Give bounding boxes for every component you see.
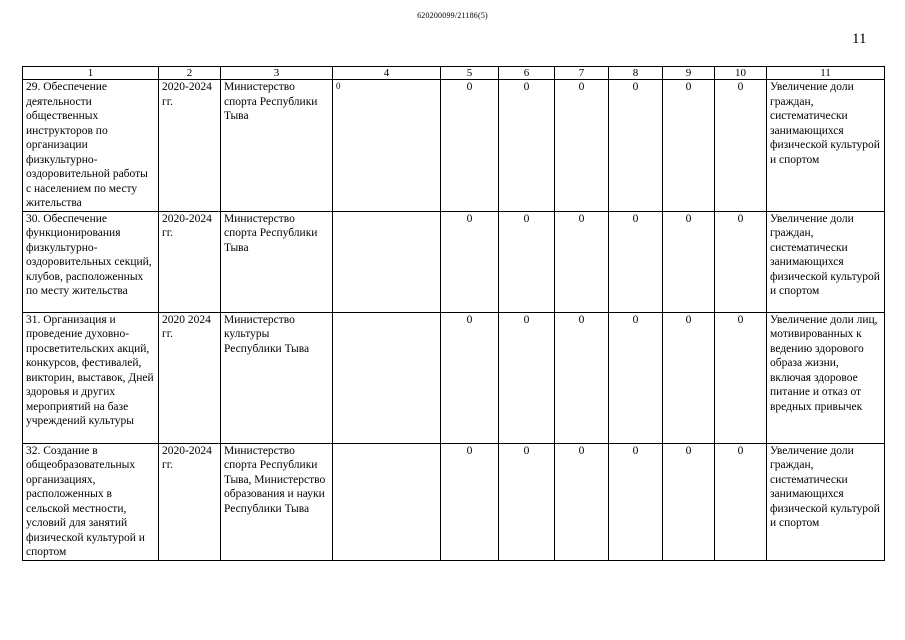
table-row (23, 443, 885, 560)
activity-cell: 31. Организация и проведение духовно-просветительских акций, конкурсов, фестивалей, викторин, выставок, Дней здоровья и других мероприятий на базе учреждений культуры (23, 312, 159, 443)
column-header: 9 (663, 67, 715, 80)
value-cell-col6: 0 (499, 211, 555, 312)
value-cell-col4 (333, 312, 441, 443)
activity-cell: 32. Создание в общеобразовательных организациях, расположенных в сельской местности, условий для занятий физической культурой и спортом (23, 443, 159, 560)
result-cell: Увеличение доли граждан, систематически занимающихся физической культурой и спортом (767, 80, 885, 212)
program-activities-table (22, 66, 885, 561)
page-number: 11 (852, 31, 867, 47)
value-cell-col5: 0 (441, 312, 499, 443)
value-cell-col8: 0 (609, 80, 663, 212)
value-cell-col7: 0 (555, 312, 609, 443)
value-cell-col7: 0 (555, 211, 609, 312)
value-cell-col10: 0 (715, 312, 767, 443)
column-header: 1 (23, 67, 159, 80)
value-cell-col8: 0 (609, 443, 663, 560)
value-cell-col10: 0 (715, 80, 767, 212)
period-cell: 2020-2024 гг. (159, 211, 221, 312)
period-cell: 2020 2024 гг. (159, 312, 221, 443)
column-header: 7 (555, 67, 609, 80)
value-cell-col7: 0 (555, 443, 609, 560)
value-cell-col4: 0 (333, 80, 441, 212)
period-cell: 2020-2024 гг. (159, 80, 221, 212)
table-row (23, 312, 885, 443)
executor-cell: Министерство спорта Республики Тыва (221, 80, 333, 212)
executor-cell: Министерство культуры Республики Тыва (221, 312, 333, 443)
value-cell-col8: 0 (609, 211, 663, 312)
column-header: 5 (441, 67, 499, 80)
executor-cell: Министерство спорта Республики Тыва, Министерство образования и науки Республики Тыва (221, 443, 333, 560)
column-header: 8 (609, 67, 663, 80)
value-cell-col10: 0 (715, 211, 767, 312)
activity-cell: 29. Обеспечение деятельности общественных инструкторов по организации физкультурно-оздоровительной работы с населением по месту жительства (23, 80, 159, 212)
value-cell-col4 (333, 443, 441, 560)
executor-cell: Министерство спорта Республики Тыва (221, 211, 333, 312)
column-header: 3 (221, 67, 333, 80)
value-cell-col4 (333, 211, 441, 312)
value-cell-col5: 0 (441, 211, 499, 312)
value-cell-col5: 0 (441, 443, 499, 560)
column-header: 10 (715, 67, 767, 80)
value-cell-col9: 0 (663, 80, 715, 212)
column-header: 4 (333, 67, 441, 80)
value-cell-col5: 0 (441, 80, 499, 212)
value-cell-col6: 0 (499, 443, 555, 560)
value-cell-col9: 0 (663, 211, 715, 312)
column-header: 11 (767, 67, 885, 80)
value-cell-col6: 0 (499, 312, 555, 443)
result-cell: Увеличение доли лиц, мотивированных к ведению здорового образа жизни, включая здоровое питание и отказ от вредных привычек (767, 312, 885, 443)
column-header: 2 (159, 67, 221, 80)
value-cell-col10: 0 (715, 443, 767, 560)
result-cell: Увеличение доли граждан, систематически занимающихся физической культурой и спортом (767, 443, 885, 560)
column-number-row (23, 67, 885, 80)
table-row (23, 211, 885, 312)
value-cell-col8: 0 (609, 312, 663, 443)
value-cell-col9: 0 (663, 443, 715, 560)
activity-cell: 30. Обеспечение функционирования физкультурно-оздоровительных секций, клубов, расположенных по месту жительства (23, 211, 159, 312)
value-cell-col6: 0 (499, 80, 555, 212)
result-cell: Увеличение доли граждан, систематически занимающихся физической культурой и спортом (767, 211, 885, 312)
document-id: 620200099/21186(5) (417, 11, 488, 20)
value-cell-col9: 0 (663, 312, 715, 443)
column-header: 6 (499, 67, 555, 80)
table-row (23, 80, 885, 212)
value-cell-col7: 0 (555, 80, 609, 212)
period-cell: 2020-2024 гг. (159, 443, 221, 560)
